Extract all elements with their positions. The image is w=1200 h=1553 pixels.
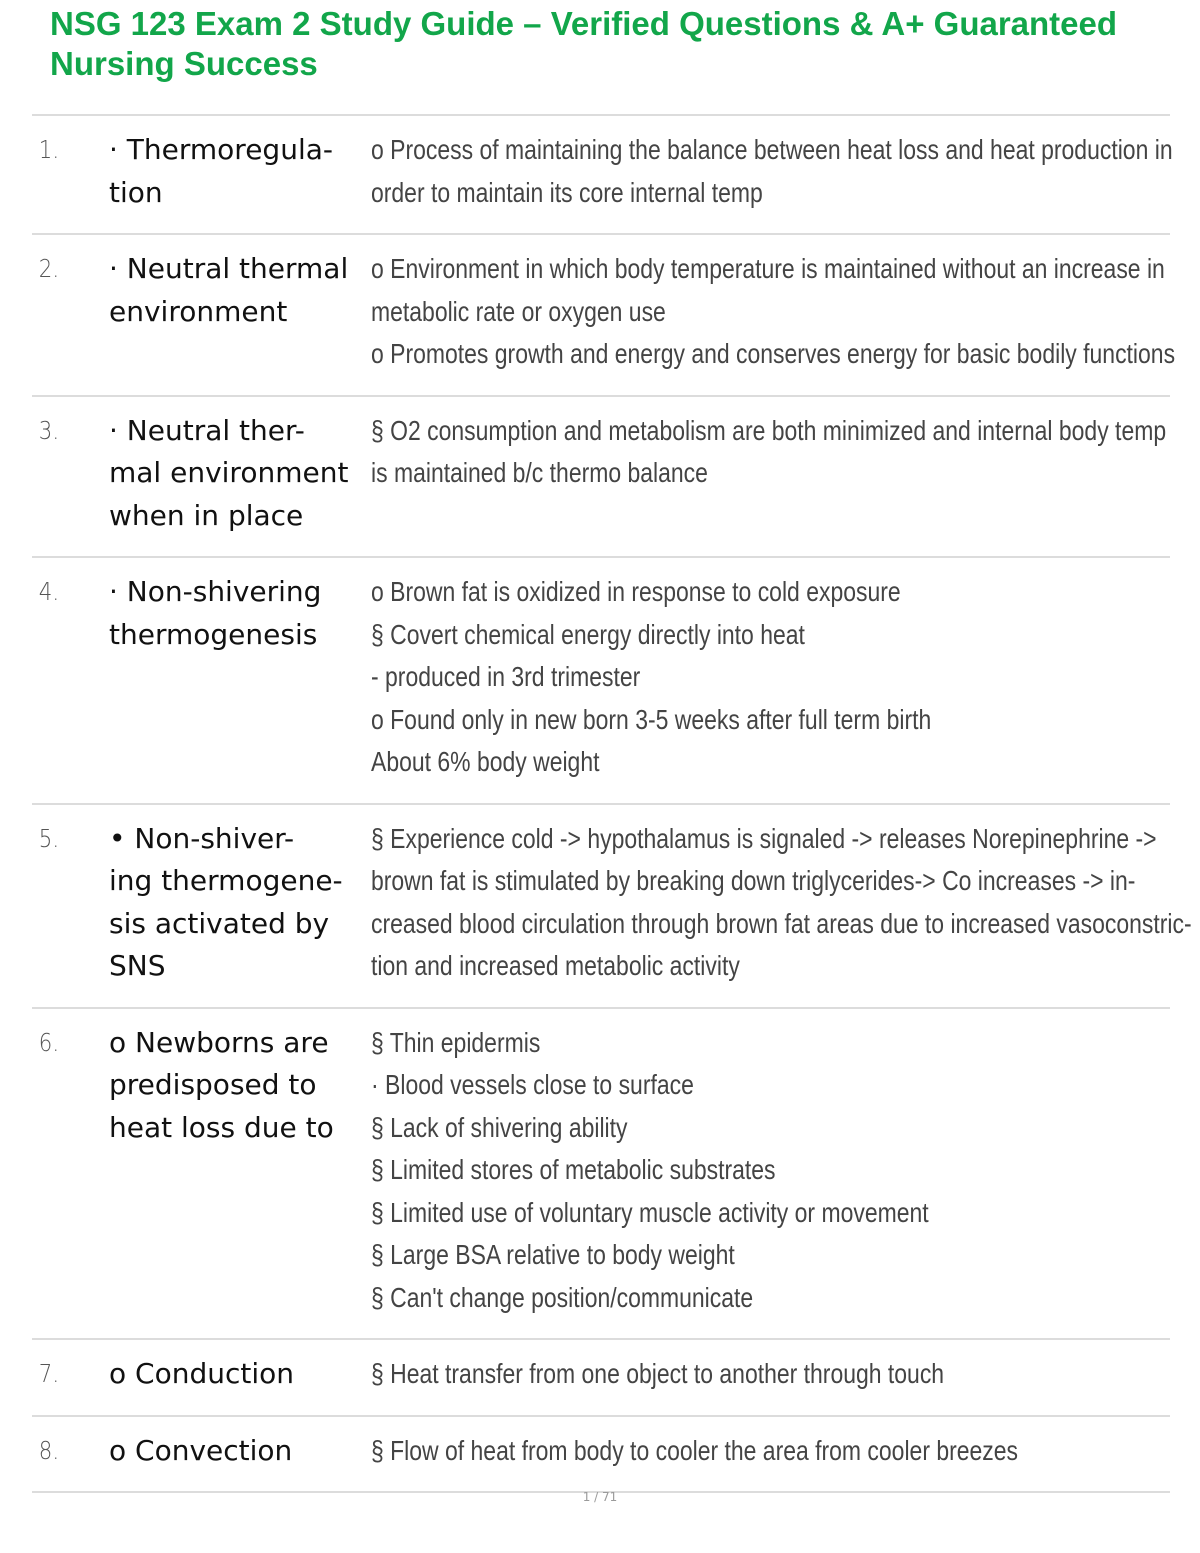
card-number: 8. (38, 1435, 60, 1465)
card-definition (371, 129, 1173, 214)
definition-line: order to maintain its core internal temp (371, 176, 763, 208)
card-definition (371, 1353, 1026, 1396)
definition-line: creased blood circulation through brown fat areas due to increased vasoconstric- (371, 907, 1192, 939)
definition-line: § Covert chemical energy directly into heat (371, 618, 805, 650)
card-number: 2. (38, 254, 60, 283)
definition-line: o Environment in which body temperature is maintained without an increase in (371, 253, 1165, 284)
definition-line: o Found only in new born 3-5 weeks after full term birth (371, 703, 932, 735)
definition-line: § Flow of heat from body to cooler the area from cooler breezes (371, 1434, 1019, 1466)
flashcard-row (32, 1340, 1170, 1417)
card-definition (371, 818, 1192, 988)
flashcard-row (32, 1009, 1170, 1341)
card-term: o Conduction (109, 1357, 295, 1390)
flashcard-list (32, 114, 1192, 1493)
card-number: 1. (38, 135, 60, 164)
definition-line: o Process of maintaining the balance between heat loss and heat production in (371, 134, 1173, 165)
card-term: o Convection (109, 1433, 293, 1467)
card-term: o Newborns are predisposed to heat loss due to (109, 1025, 334, 1144)
definition-line: About 6% body weight (371, 746, 600, 777)
card-definition (371, 248, 1176, 376)
flashcard-row (32, 235, 1176, 397)
definition-line: o Brown fat is oxidized in response to cold exposure (371, 576, 901, 607)
definition-line: - produced in 3rd trimester (371, 661, 641, 692)
card-term: · Thermoregula- tion (109, 133, 333, 209)
card-number: 4. (38, 577, 60, 606)
card-definition (371, 1430, 1026, 1473)
definition-line: § O2 consumption and metabolism are both minimized and internal body temp (371, 414, 1167, 446)
card-term: • Non-shiver- ing thermogene- sis activated by SNS (109, 821, 343, 982)
flashcard-row (32, 1417, 1170, 1494)
flashcard-row (32, 116, 1173, 235)
definition-line: is maintained b/c thermo balance (371, 457, 708, 488)
card-number: 3. (38, 415, 60, 445)
card-term: · Non-shivering thermogenesis (109, 575, 322, 651)
definition-line: · Blood vessels close to surface (371, 1069, 694, 1100)
card-term: · Neutral ther- mal environment when in place (109, 413, 349, 532)
definition-line: § Limited stores of metabolic substrates (371, 1154, 776, 1185)
card-definition (371, 410, 1167, 495)
definition-line: metabolic rate or oxygen use (371, 295, 666, 327)
definition-line: o Promotes growth and energy and conserves energy for basic bodily functions (371, 338, 1176, 369)
card-number: 5. (38, 823, 60, 853)
definition-line: § Limited use of voluntary muscle activity or movement (371, 1196, 929, 1228)
definition-line: § Thin epidermis (371, 1026, 541, 1058)
card-definition (371, 1022, 1026, 1320)
page-indicator: 1 / 71 (582, 1490, 618, 1504)
definition-line: § Heat transfer from one object to another through touch (371, 1358, 945, 1389)
document-title: NSG 123 Exam 2 Study Guide – Verified Questions & A+ Guaranteed Nursing Success (50, 5, 1118, 82)
flashcard-row (32, 558, 1170, 805)
definition-line: § Can't change position/communicate (371, 1281, 754, 1313)
card-number: 7. (38, 1359, 60, 1388)
definition-line: brown fat is stimulated by breaking down triglycerides-> Co increases -> in- (371, 865, 1136, 896)
flashcard-row (32, 397, 1170, 559)
definition-line: tion and increased metabolic activity (371, 950, 740, 981)
definition-line: § Experience cold -> hypothalamus is signaled -> releases Norepinephrine -> (371, 822, 1157, 854)
definition-line: § Lack of shivering ability (371, 1111, 628, 1143)
definition-line: § Large BSA relative to body weight (371, 1239, 735, 1270)
card-definition (371, 571, 1026, 784)
flashcard-row (32, 805, 1192, 1009)
card-term: · Neutral thermal environment (109, 252, 349, 328)
card-number: 6. (38, 1027, 60, 1057)
